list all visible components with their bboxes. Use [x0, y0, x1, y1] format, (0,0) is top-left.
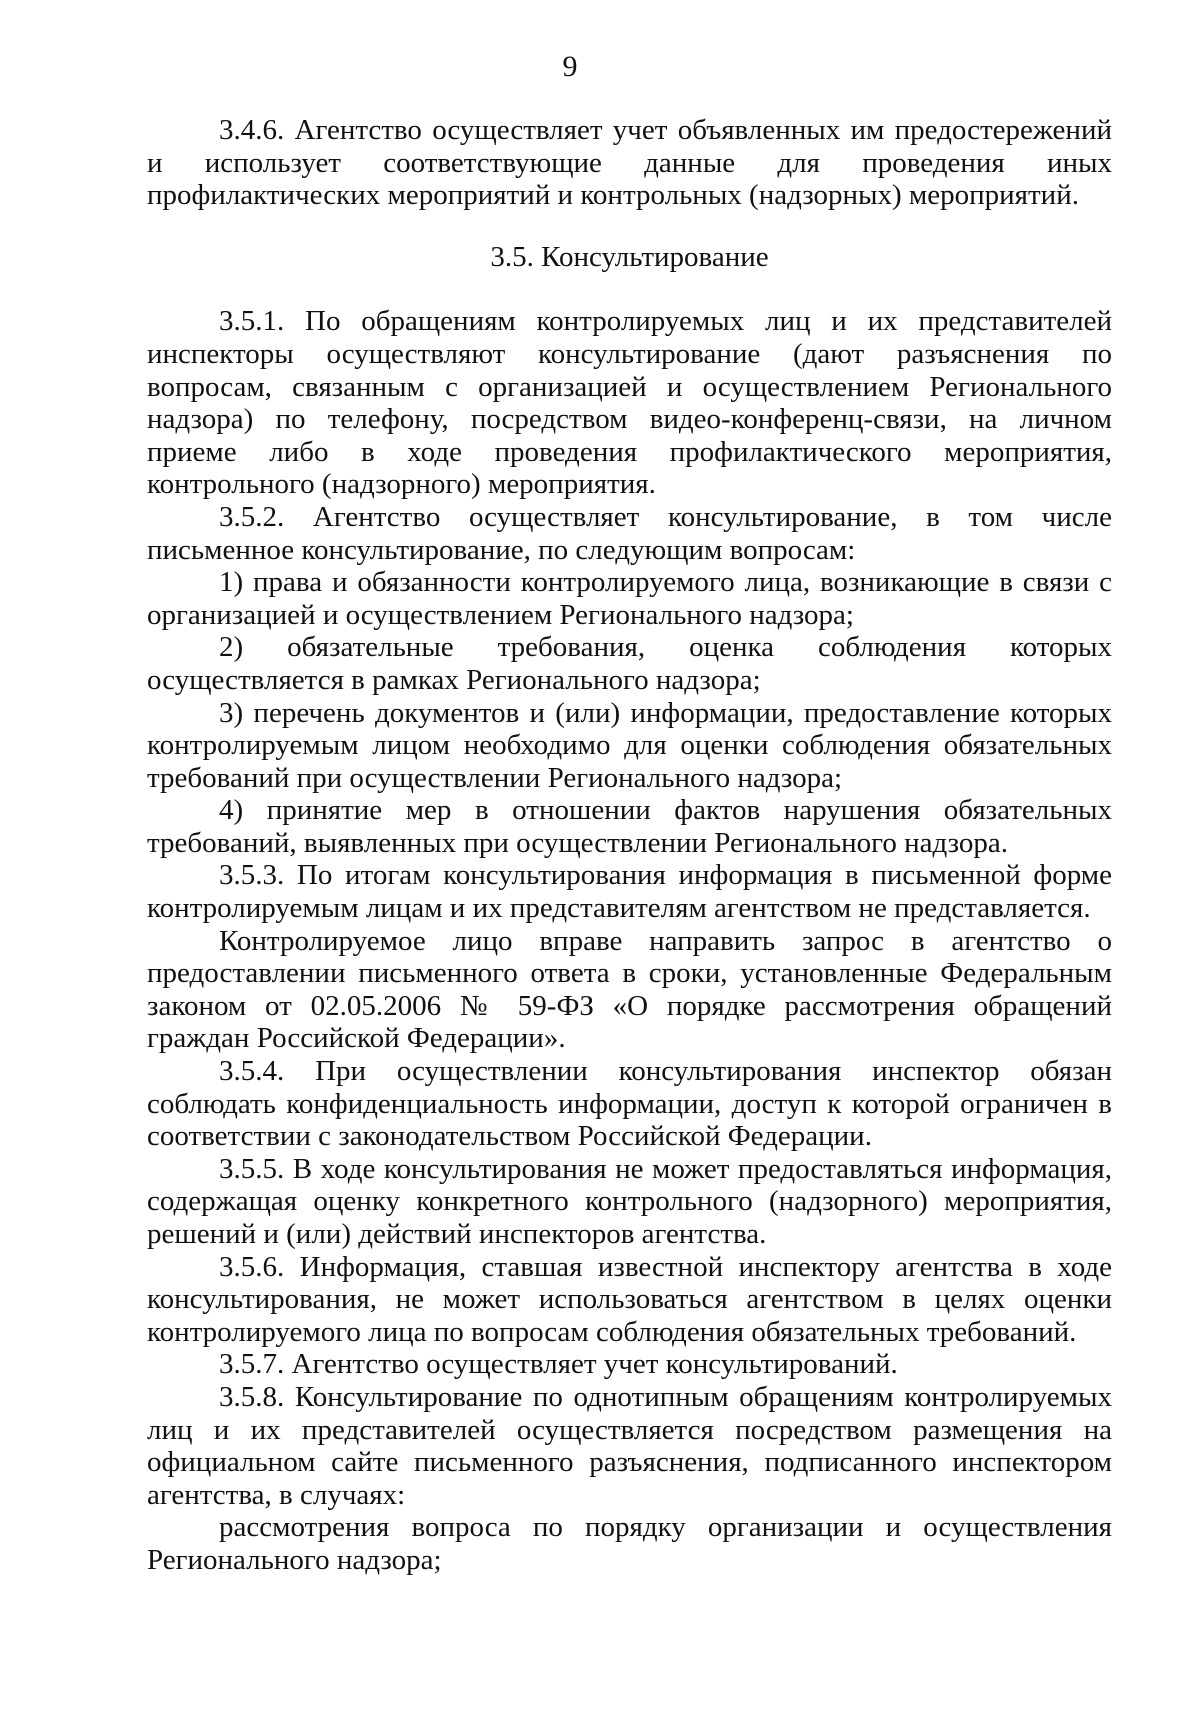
document-body — [147, 114, 1112, 1577]
paragraph-case: рассмотрения вопроса по порядку организации и осуществления Регионального надзора; — [147, 1511, 1112, 1576]
paragraph-3-4-6: 3.4.6. Агентство осуществляет учет объявленных им предостережений и использует соответствующие данные для проведения иных профилактических мероприятий и контрольных (надзорных) мероприятий. — [147, 114, 1112, 212]
paragraph-3-5-1: 3.5.1. По обращениям контролируемых лиц и их представителей инспекторы осуществляют консультирование (дают разъяснения по вопросам, связанным с организацией и осуществлением Регионального надзора) по телефону, посредством видео-конференц-связи, на личном приеме либо в ходе проведения профилактического мероприятия, контрольного (надзорного) мероприятия. — [147, 305, 1112, 501]
paragraph-3-5-4: 3.5.4. При осуществлении консультирования инспектор обязан соблюдать конфиденциальность информации, доступ к которой ограничен в соответствии с законодательством Российской Федерации. — [147, 1055, 1112, 1153]
paragraph-3-5-7: 3.5.7. Агентство осуществляет учет консультирований. — [219, 1348, 898, 1381]
list-item-2: 2) обязательные требования, оценка соблюдения которых осуществляется в рамках Регионального надзора; — [147, 631, 1112, 696]
paragraph-3-5-8: 3.5.8. Консультирование по однотипным обращениям контролируемых лиц и их представителей осуществляется посредством размещения на официальном сайте письменного разъяснения, подписанного инспектором агентства, в случаях: — [147, 1380, 1112, 1511]
paragraph-3-5-3: 3.5.3. По итогам консультирования информация в письменной форме контролируемым лицам и их представителям агентством не представляется. — [147, 859, 1112, 925]
list-item-1: 1) права и обязанности контролируемого лица, возникающие в связи с организацией и осуществлением Регионального надзора; — [147, 566, 1112, 631]
paragraph-3-5-6: 3.5.6. Информация, ставшая известной инспектору агентства в ходе консультирования, не может использоваться агентством в целях оценки контролируемого лица по вопросам соблюдения обязательных требований. — [147, 1250, 1112, 1348]
list-item-4: 4) принятие мер в отношении фактов нарушения обязательных требований, выявленных при осуществлении Регионального надзора. — [147, 794, 1112, 859]
list-item-3: 3) перечень документов и (или) информации, предоставление которых контролируемым лицом необходимо для оценки соблюдения обязательных требований при осуществлении Регионального надзора; — [147, 696, 1112, 794]
paragraph-3-5-5: 3.5.5. В ходе консультирования не может предоставляться информация, содержащая оценку конкретного контрольного (надзорного) мероприятия, решений и (или) действий инспекторов агентства. — [147, 1152, 1112, 1250]
section-heading: 3.5. Консультирование — [490, 240, 769, 273]
paragraph-3-5-2: 3.5.2. Агентство осуществляет консультирование, в том числе письменное консультирование, по следующим вопросам: — [147, 500, 1112, 566]
paragraph-request: Контролируемое лицо вправе направить запрос в агентство о предоставлении письменного ответа в сроки, установленные Федеральным законом от 02.05.2006 № 59-ФЗ «О порядке рассмотрения обращений граждан Российской Федерации». — [147, 924, 1112, 1055]
page-number: 9 — [562, 50, 578, 83]
